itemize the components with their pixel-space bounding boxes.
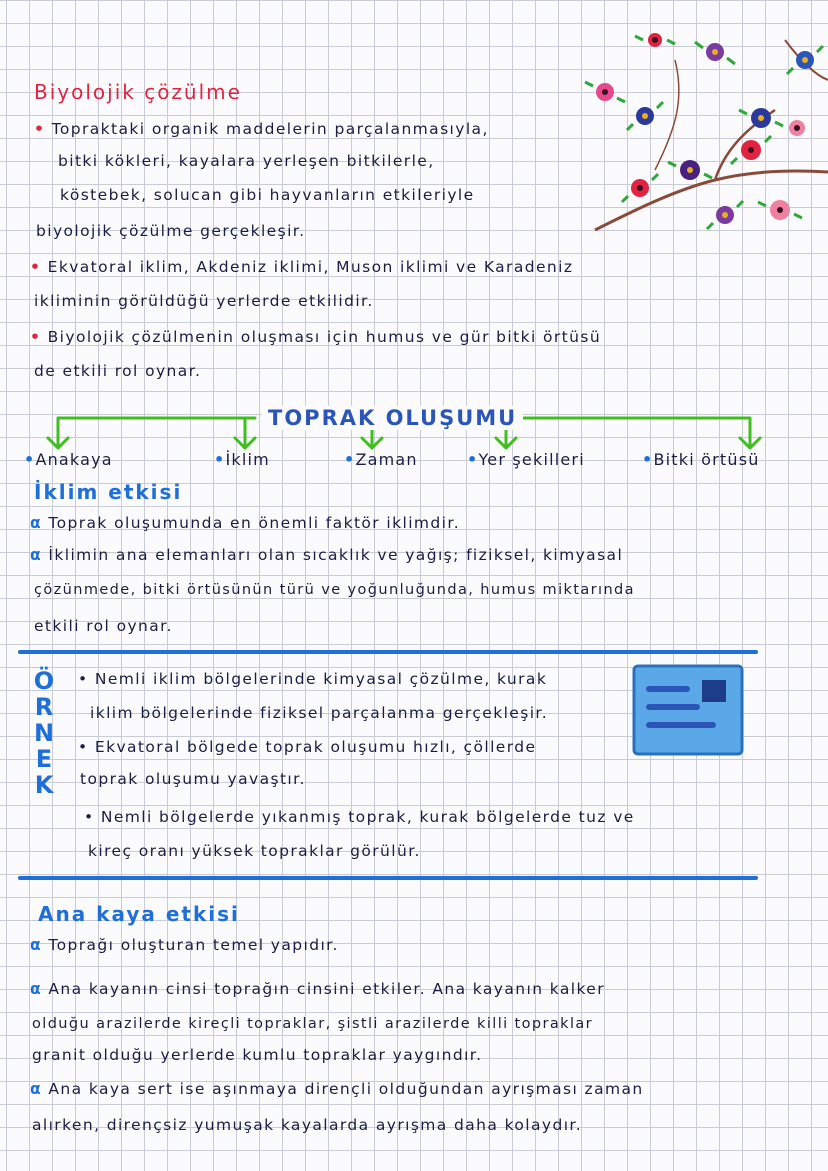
flower-branch-illustration — [575, 20, 828, 250]
flower-icon — [668, 160, 712, 180]
text-line: • Nemli iklim bölgelerinde kimyasal çözülme, kurak — [78, 670, 548, 688]
bullet-icon: • — [30, 328, 42, 346]
text-line: α Toprak oluşumunda en önemli faktör iklimdir. — [30, 514, 461, 532]
flower-icon — [789, 120, 805, 136]
bullet-icon: α — [30, 546, 43, 564]
text-line: • Ekvatoral iklim, Akdeniz iklimi, Muson iklimi ve Karadeniz — [30, 258, 574, 276]
bullet-icon: α — [30, 514, 43, 532]
divider — [18, 876, 758, 880]
branch-bitki-ortusu: •Bitki örtüsü — [642, 450, 760, 469]
divider — [18, 650, 758, 654]
flower-icon — [622, 174, 658, 202]
branch-anakaya: •Anakaya — [24, 450, 113, 469]
text-line: • Biyolojik çözülmenin oluşması için humus ve gür bitki örtüsü — [30, 328, 602, 346]
note-card-icon — [632, 664, 744, 756]
text-line: • Topraktaki organik maddelerin parçalanmasıyla, — [34, 120, 489, 138]
text-line: ikliminin görüldüğü yerlerde etkilidir. — [34, 292, 374, 310]
text-line: biyolojik çözülme gerçekleşir. — [36, 222, 306, 240]
text-line: α Ana kaya sert ise aşınmaya dirençli olduğundan ayrışması zaman — [30, 1080, 644, 1098]
text-line: köstebek, solucan gibi hayvanların etkileriyle — [60, 186, 475, 204]
flower-icon — [739, 108, 783, 128]
branch-iklim: •İklim — [214, 450, 270, 469]
text-line: çözünmede, bitki örtüsünün türü ve yoğunluğunda, humus miktarında — [34, 582, 635, 598]
bullet-icon: α — [30, 1080, 43, 1098]
text-line: α İklimin ana elemanları olan sıcaklık ve yağış; fiziksel, kimyasal — [30, 546, 624, 564]
flower-icon — [585, 82, 625, 102]
bullet-icon: • — [34, 120, 46, 138]
ornek-label: Ö R N E K — [33, 667, 55, 799]
branch-zaman: •Zaman — [344, 450, 418, 469]
text-line: α Ana kayanın cinsi toprağın cinsini etkiler. Ana kayanın kalker — [30, 980, 606, 998]
text-line: kireç oranı yüksek topraklar görülür. — [88, 842, 421, 860]
text-line: • Nemli bölgelerde yıkanmış toprak, kurak bölgelerde tuz ve — [84, 808, 635, 826]
section-title-biyolojik: Biyolojik çözülme — [34, 80, 242, 104]
text-line: • Ekvatoral bölgede toprak oluşumu hızlı, çöllerde — [78, 738, 537, 756]
flower-icon — [758, 200, 802, 220]
flower-icon — [627, 102, 663, 130]
bullet-icon: α — [30, 980, 43, 998]
text-line: olduğu arazilerde kireçli topraklar, şistli arazilerde killi topraklar — [32, 1016, 594, 1032]
branch-yer-sekilleri: •Yer şekilleri — [467, 450, 585, 469]
section-title-anakaya: Ana kaya etkisi — [38, 902, 240, 926]
text-line: alırken, dirençsiz yumuşak kayalarda ayrışma daha kolaydır. — [32, 1116, 583, 1134]
flower-icon — [695, 42, 735, 64]
text-line: de etkili rol oynar. — [34, 362, 202, 380]
text-line: α Toprağı oluşturan temel yapıdır. — [30, 936, 339, 954]
section-title-iklim: İklim etkisi — [34, 480, 183, 504]
bullet-icon: • — [30, 258, 42, 276]
flower-icon — [635, 33, 675, 47]
text-line: iklim bölgelerinde fiziksel parçalanma gerçekleşir. — [90, 704, 549, 722]
bullet-icon: α — [30, 936, 43, 954]
text-line: toprak oluşumu yavaştır. — [80, 770, 306, 788]
text-line: bitki kökleri, kayalara yerleşen bitkilerle, — [58, 152, 435, 170]
flower-icon — [707, 201, 743, 229]
diagram-title: TOPRAK OLUŞUMU — [262, 406, 523, 430]
text-line: etkili rol oynar. — [34, 617, 173, 635]
text-line: granit olduğu yerlerde kumlu topraklar yaygındır. — [32, 1046, 483, 1064]
